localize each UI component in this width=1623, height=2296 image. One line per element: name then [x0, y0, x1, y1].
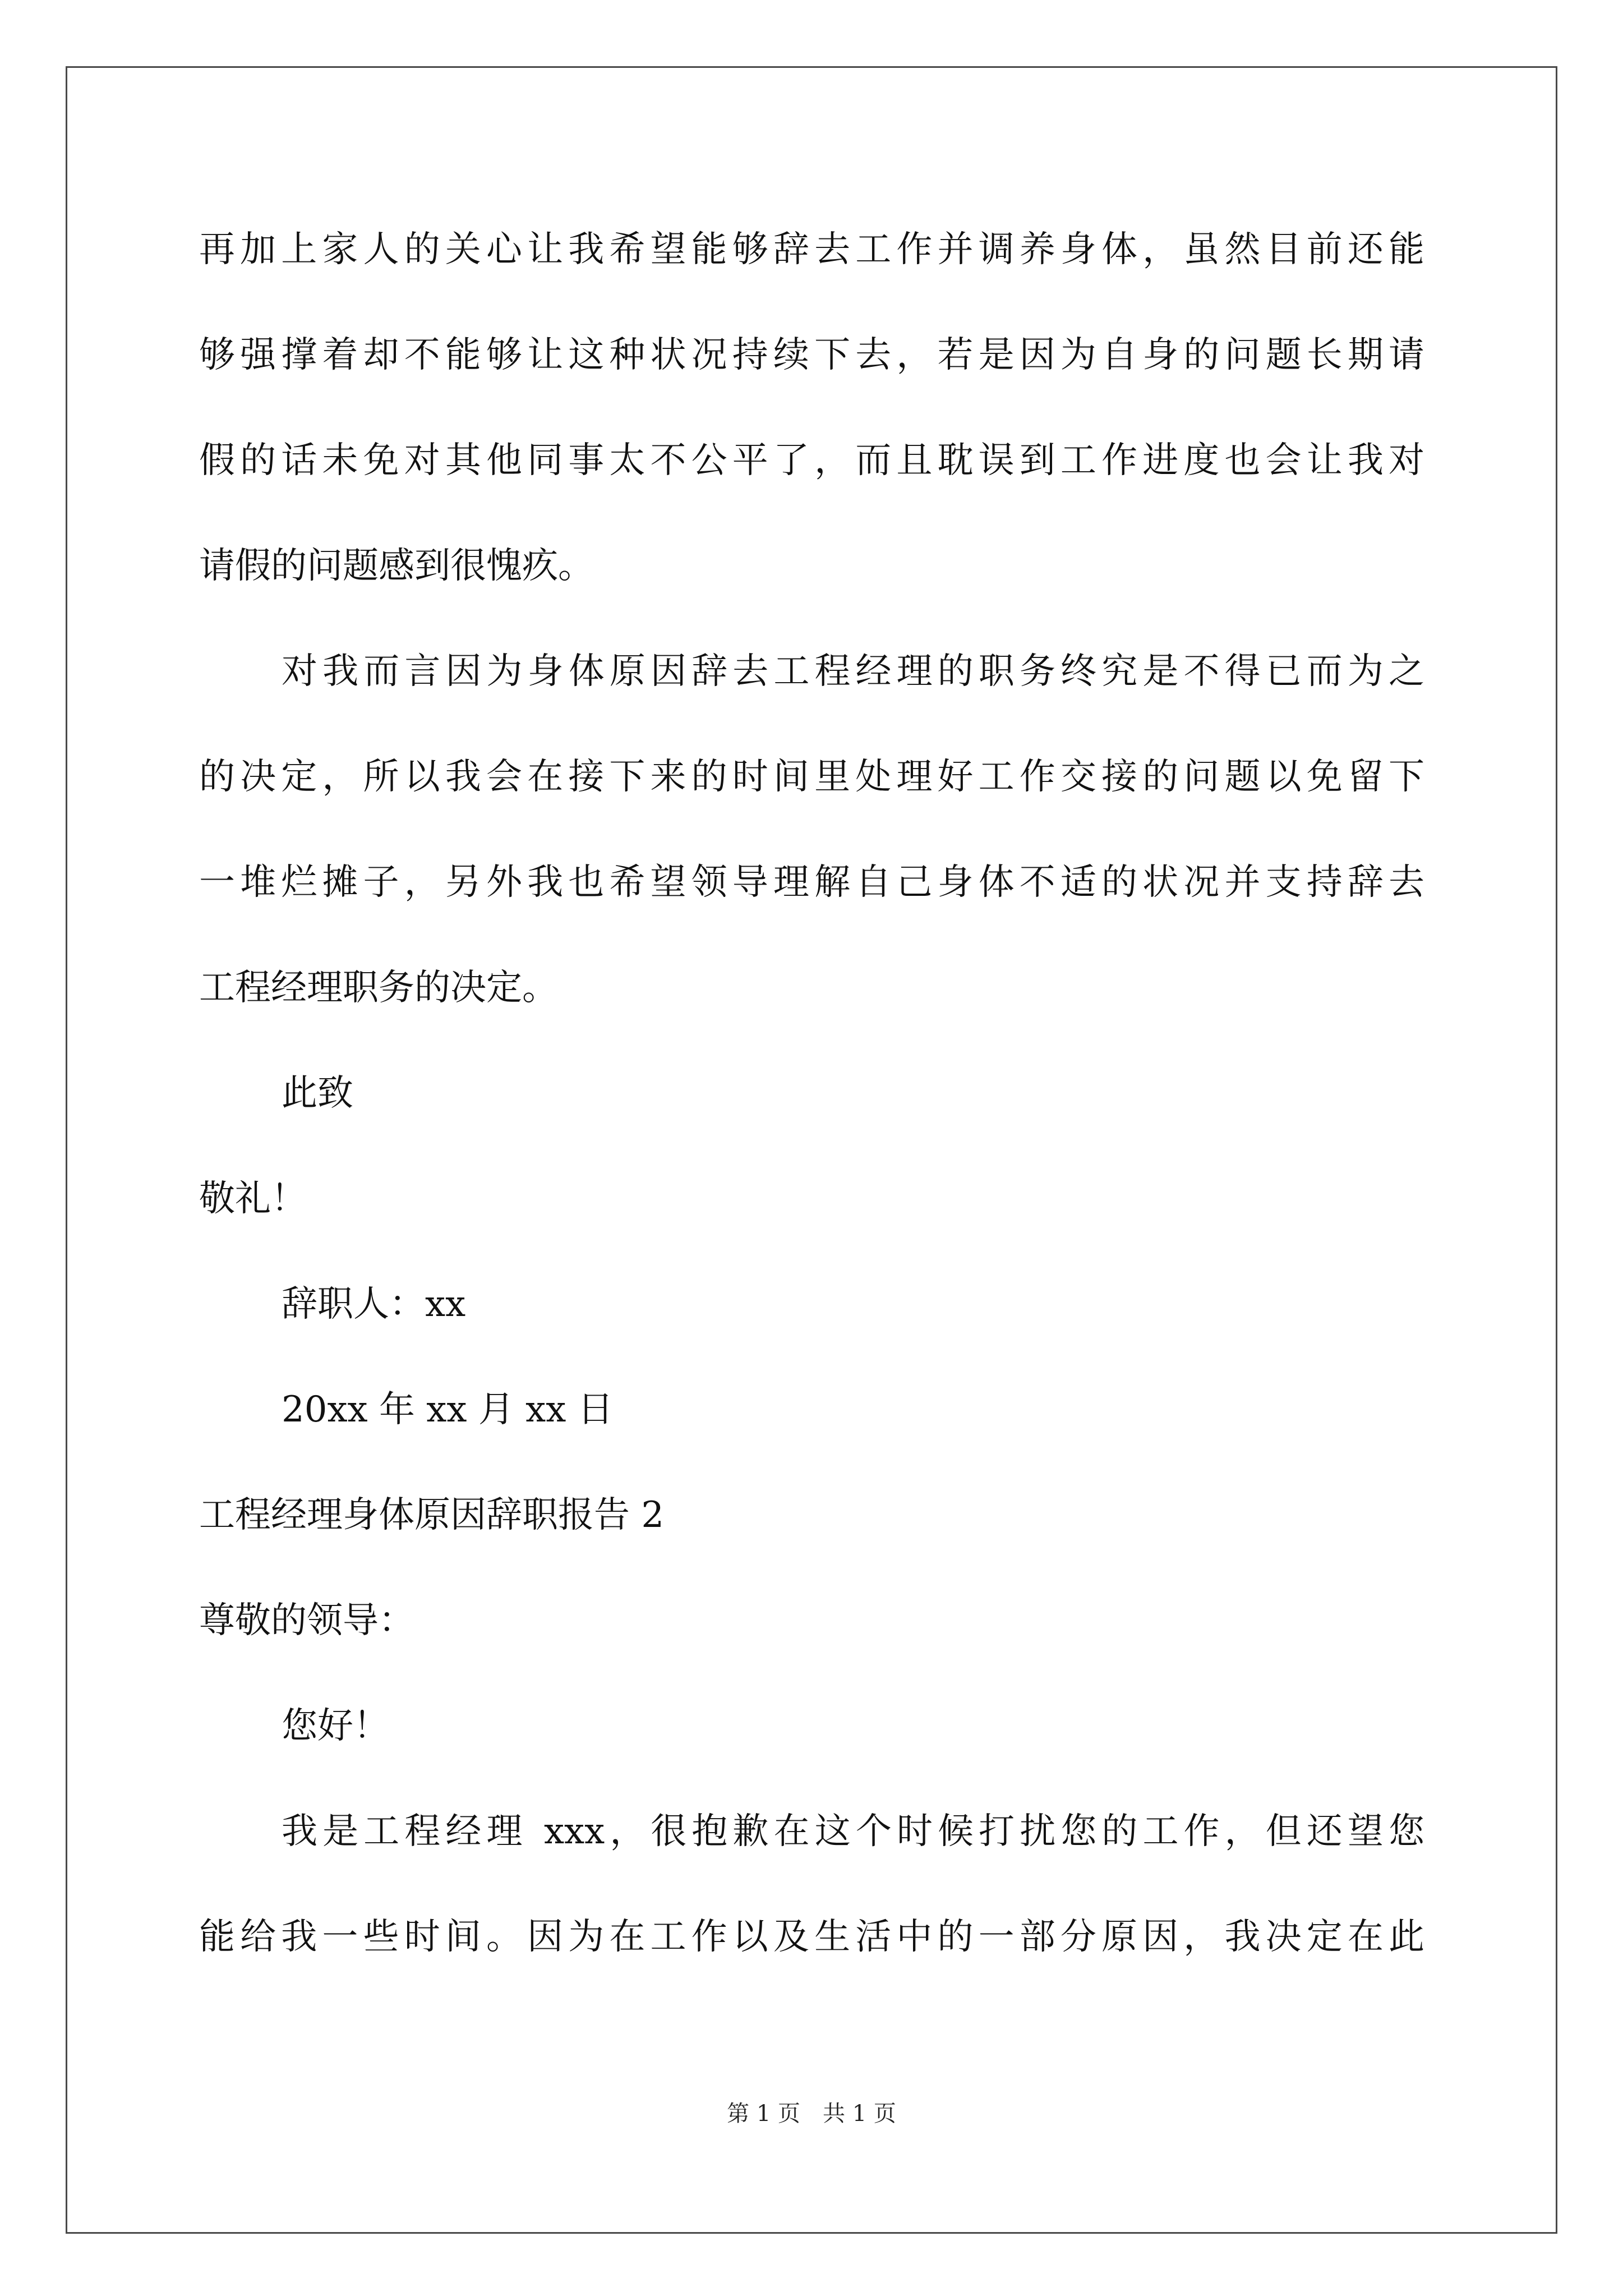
section-heading: 工程经理身体原因辞职报告 2: [199, 1494, 665, 1536]
paragraph-start-line: 我是工程经理 xxx，很抱歉在这个时候打扰您的工作，但还望您: [282, 1811, 1424, 1852]
paragraph-start-line: 对我而言因为身体原因辞去工程经理的职务终究是不得已而为之: [282, 651, 1424, 692]
body-line: 请假的问题感到很愧疚。: [199, 545, 594, 587]
body-line: 的决定，所以我会在接下来的时间里处理好工作交接的问题以免留下: [199, 756, 1424, 798]
page-border: [66, 66, 1557, 2234]
signature-line: 辞职人：xx: [282, 1283, 466, 1325]
date-line: 20xx 年 xx 月 xx 日: [282, 1389, 614, 1430]
body-line: 假的话未免对其他同事太不公平了，而且耽误到工作进度也会让我对: [199, 440, 1424, 481]
body-line: 再加上家人的关心让我希望能够辞去工作并调养身体，虽然目前还能: [199, 229, 1424, 270]
body-line: 够强撑着却不能够让这种状况持续下去，若是因为自身的问题长期请: [199, 334, 1424, 376]
body-line: 能给我一些时间。因为在工作以及生活中的一部分原因，我决定在此: [199, 1916, 1424, 1958]
greeting-hello: 您好！: [282, 1705, 389, 1747]
closing-regards: 敬礼！: [199, 1178, 307, 1220]
closing-salutation: 此致: [282, 1073, 353, 1114]
page-footer: 第 1 页 共 1 页: [727, 2101, 896, 2127]
body-line: 工程经理职务的决定。: [199, 967, 558, 1009]
body-line: 一堆烂摊子，另外我也希望领导理解自己身体不适的状况并支持辞去: [199, 862, 1424, 903]
greeting: 尊敬的领导：: [199, 1600, 414, 1641]
